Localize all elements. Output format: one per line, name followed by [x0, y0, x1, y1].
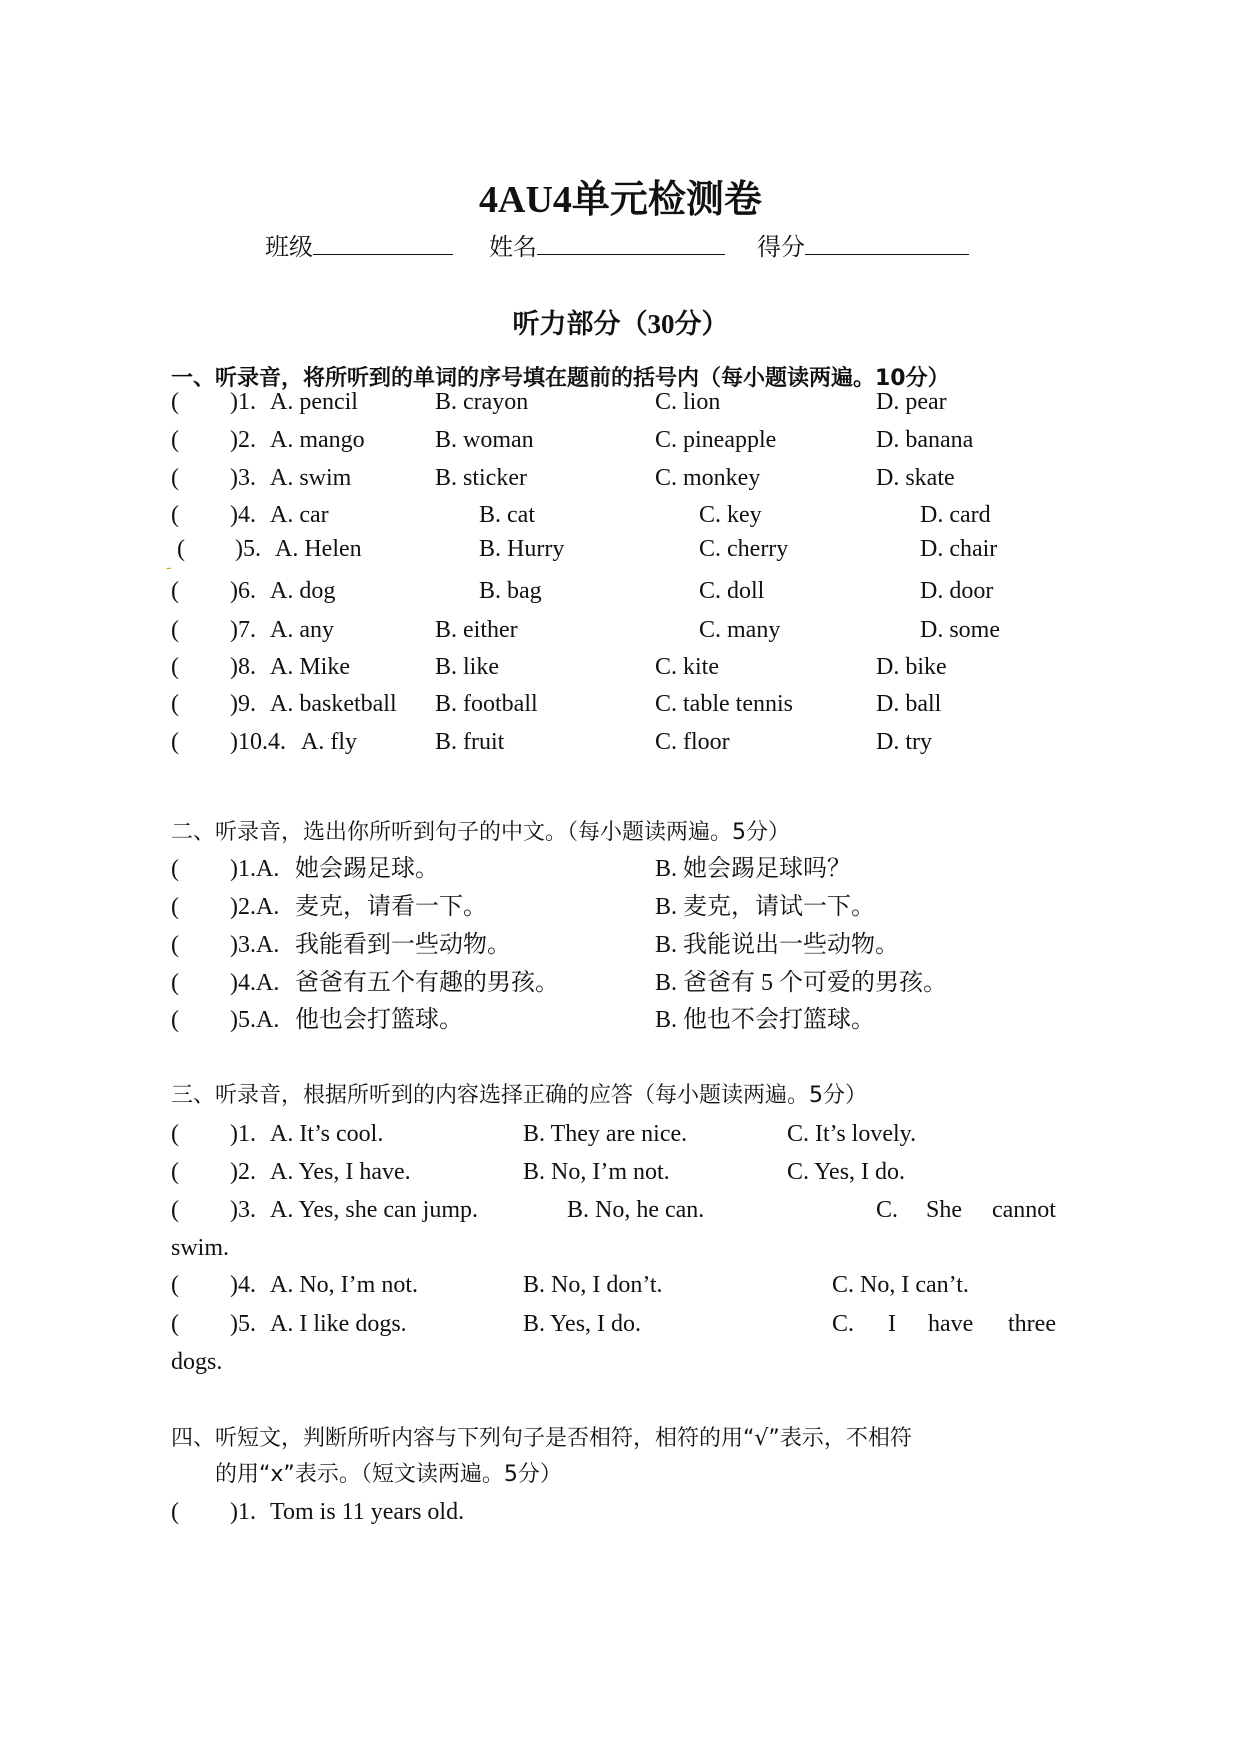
- option-text: C. No, I can’t.: [832, 1272, 969, 1298]
- option-text: A. I like dogs.: [270, 1311, 407, 1337]
- question-number: )5.A.: [230, 1007, 280, 1033]
- option-text: D. card: [920, 502, 991, 528]
- option-text: A. fly: [301, 729, 357, 755]
- option-text: A. Yes, she can jump.: [270, 1197, 478, 1223]
- option-text: B. 她会踢足球吗？: [655, 856, 852, 882]
- question-number: )2.: [230, 427, 256, 453]
- option-text: A. It’s cool.: [270, 1121, 384, 1147]
- option-text: A. Helen: [275, 536, 362, 562]
- option-text: A. Mike: [270, 654, 350, 680]
- option-text: cannot: [992, 1197, 1056, 1223]
- section4-heading-line2: 的用“x”表示。（短文读两遍。5分）: [215, 1462, 562, 1487]
- option-text: B. football: [435, 691, 538, 717]
- option-text: 麦克，请看一下。: [295, 894, 487, 920]
- option-text: B. woman: [435, 427, 534, 453]
- option-text: D. pear: [876, 389, 947, 415]
- answer-bracket[interactable]: (: [171, 654, 179, 680]
- score-blank[interactable]: [805, 232, 969, 255]
- question-number: )6.: [230, 578, 256, 604]
- option-text: B. No, he can.: [567, 1197, 705, 1223]
- option-text: C. Yes, I do.: [787, 1159, 906, 1185]
- question-number: )5.: [230, 1311, 256, 1337]
- option-text: have: [928, 1311, 974, 1337]
- option-text: B. fruit: [435, 729, 505, 755]
- option-text: B. crayon: [435, 389, 529, 415]
- question-number: )1.: [230, 1499, 256, 1525]
- answer-bracket[interactable]: (: [171, 1007, 179, 1033]
- option-text: C. cherry: [699, 536, 789, 562]
- name-label: 姓名: [489, 235, 537, 261]
- option-text: B. 我能说出一些动物。: [655, 932, 900, 958]
- option-text: C.: [876, 1197, 899, 1223]
- question-number: )1.A.: [230, 856, 280, 882]
- answer-bracket[interactable]: (: [171, 427, 179, 453]
- question-number: )4.: [230, 502, 256, 528]
- answer-bracket[interactable]: (: [171, 1121, 179, 1147]
- option-text: C. monkey: [655, 465, 761, 491]
- option-text: 她会踢足球。: [295, 856, 439, 882]
- option-text: three: [1008, 1311, 1056, 1337]
- option-text: B. like: [435, 654, 499, 680]
- option-text: dogs.: [171, 1349, 223, 1375]
- option-text: C.: [832, 1311, 855, 1337]
- answer-bracket[interactable]: (: [171, 617, 179, 643]
- option-text: D. try: [876, 729, 932, 755]
- option-text: D. bike: [876, 654, 947, 680]
- answer-bracket[interactable]: (: [171, 1499, 179, 1525]
- answer-bracket[interactable]: (: [171, 578, 179, 604]
- question-number: )7.: [230, 617, 256, 643]
- answer-bracket[interactable]: (: [171, 970, 179, 996]
- option-text: 爸爸有五个有趣的男孩。: [295, 970, 559, 996]
- option-text: B. They are nice.: [523, 1121, 688, 1147]
- option-text: C. key: [699, 502, 762, 528]
- question-number: )4.: [230, 1272, 256, 1298]
- question-number: )10.4.: [230, 729, 286, 755]
- question-number: )3.: [230, 1197, 256, 1223]
- option-text: B. sticker: [435, 465, 527, 491]
- option-text: A. basketball: [270, 691, 397, 717]
- answer-bracket[interactable]: (: [171, 1197, 179, 1223]
- answer-bracket[interactable]: (: [171, 856, 179, 882]
- question-number: )3.: [230, 465, 256, 491]
- question-number: )8.: [230, 654, 256, 680]
- answer-bracket[interactable]: (: [171, 389, 179, 415]
- question-number: )1.: [230, 389, 256, 415]
- question-number: )4.A.: [230, 970, 280, 996]
- option-text: D. banana: [876, 427, 974, 453]
- answer-bracket[interactable]: (: [171, 465, 179, 491]
- answer-bracket[interactable]: (: [171, 932, 179, 958]
- section3-heading: 三、听录音，根据所听到的内容选择正确的应答（每小题读两遍。5分）: [171, 1083, 867, 1108]
- option-text: C. kite: [655, 654, 719, 680]
- answer-bracket[interactable]: (: [171, 502, 179, 528]
- option-text: B. 他也不会打篮球。: [655, 1007, 876, 1033]
- option-text: A. pencil: [270, 389, 358, 415]
- option-text: D. some: [920, 617, 1000, 643]
- question-number: )5.: [235, 536, 261, 562]
- name-blank[interactable]: [537, 232, 725, 255]
- option-text: She: [926, 1197, 962, 1223]
- option-text: C. lion: [655, 389, 721, 415]
- answer-bracket[interactable]: (: [171, 1272, 179, 1298]
- answer-bracket[interactable]: (: [171, 894, 179, 920]
- section2-heading: 二、听录音，选出你所听到句子的中文。（每小题读两遍。5分）: [171, 820, 790, 845]
- option-text: C. pineapple: [655, 427, 777, 453]
- answer-bracket[interactable]: (: [171, 1159, 179, 1185]
- option-text: B. either: [435, 617, 518, 643]
- option-text: Tom is 11 years old.: [270, 1499, 465, 1525]
- option-text: B. Yes, I do.: [523, 1311, 642, 1337]
- question-number: )1.: [230, 1121, 256, 1147]
- class-label: 班级: [265, 235, 313, 261]
- option-text: C. doll: [699, 578, 765, 604]
- question-number: )3.A.: [230, 932, 280, 958]
- score-label: 得分: [757, 235, 805, 261]
- answer-bracket[interactable]: (: [171, 1311, 179, 1337]
- option-text: A. swim: [270, 465, 352, 491]
- answer-bracket[interactable]: (: [171, 729, 179, 755]
- option-text: D. chair: [920, 536, 998, 562]
- page-title: 4AU4单元检测卷: [479, 179, 762, 221]
- option-text: A. mango: [270, 427, 365, 453]
- section4-heading-line1: 四、听短文，判断所听内容与下列句子是否相符，相符的用“√”表示，不相符: [171, 1426, 912, 1451]
- option-text: D. door: [920, 578, 994, 604]
- answer-bracket[interactable]: (: [171, 691, 179, 717]
- option-text: B. bag: [479, 578, 542, 604]
- option-text: D. skate: [876, 465, 955, 491]
- option-text: I: [888, 1311, 896, 1337]
- question-number: )2.A.: [230, 894, 280, 920]
- option-text: 我能看到一些动物。: [295, 932, 511, 958]
- option-text: C. many: [699, 617, 781, 643]
- question-number: )9.: [230, 691, 256, 717]
- option-text: A. car: [270, 502, 329, 528]
- option-text: A. any: [270, 617, 334, 643]
- option-text: D. ball: [876, 691, 942, 717]
- option-text: A. dog: [270, 578, 336, 604]
- section1-heading: 一、听录音，将所听到的单词的序号填在题前的括号内（每小题读两遍。10分）: [171, 366, 950, 391]
- part-title: 听力部分（30分）: [512, 309, 729, 339]
- option-text: B. 爸爸有 5 个可爱的男孩。: [655, 970, 948, 996]
- edit-mark: -: [166, 559, 172, 576]
- option-text: swim.: [171, 1235, 230, 1261]
- option-text: A. No, I’m not.: [270, 1272, 418, 1298]
- option-text: C. table tennis: [655, 691, 793, 717]
- option-text: A. Yes, I have.: [270, 1159, 411, 1185]
- option-text: B. No, I’m not.: [523, 1159, 670, 1185]
- answer-bracket[interactable]: (: [177, 536, 185, 562]
- header-fields: [265, 232, 969, 262]
- question-number: )2.: [230, 1159, 256, 1185]
- option-text: 他也会打篮球。: [295, 1007, 463, 1033]
- option-text: C. It’s lovely.: [787, 1121, 917, 1147]
- option-text: B. cat: [479, 502, 535, 528]
- option-text: C. floor: [655, 729, 730, 755]
- option-text: B. No, I don’t.: [523, 1272, 663, 1298]
- class-blank[interactable]: [313, 232, 453, 255]
- option-text: B. 麦克，请试一下。: [655, 894, 876, 920]
- option-text: B. Hurry: [479, 536, 565, 562]
